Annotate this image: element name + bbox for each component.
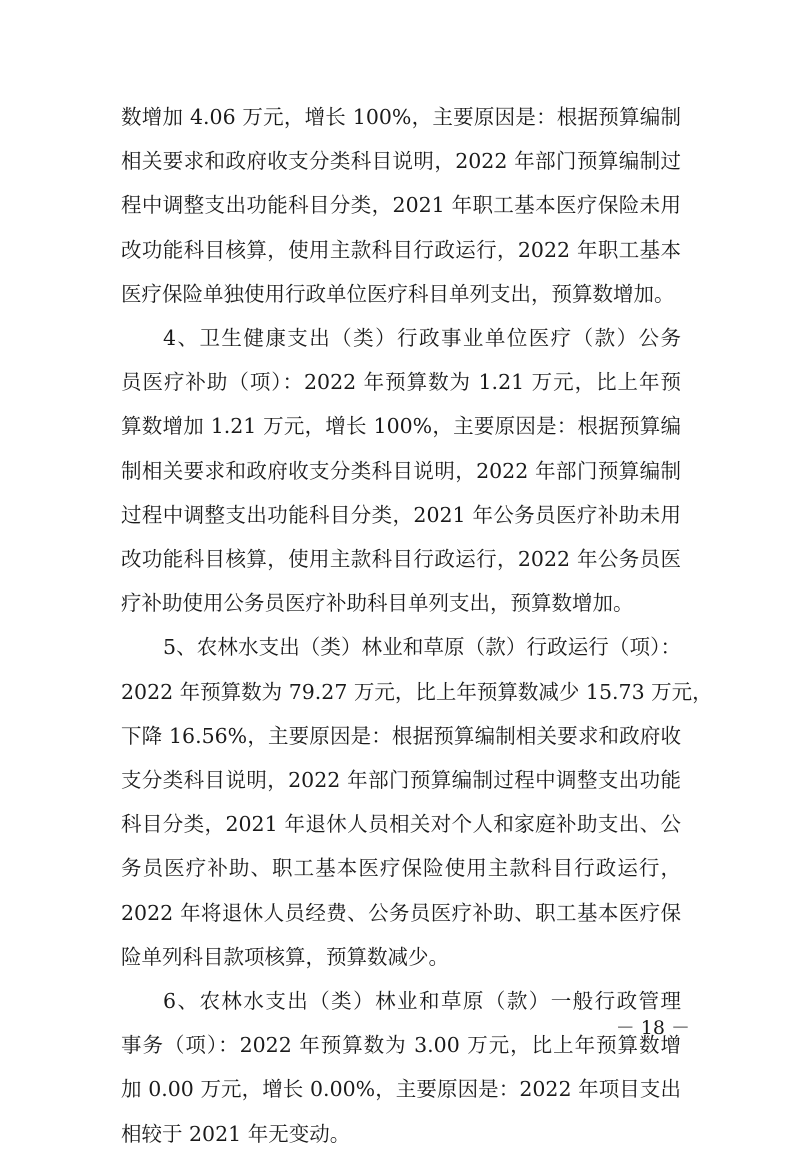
text-line: 程中调整支出功能科目分类，2021 年职工基本医疗保险未用 <box>121 193 681 218</box>
text-line: 下降 16.56%，主要原因是：根据预算编制相关要求和政府收 <box>121 723 681 748</box>
text-line: 疗补助使用公务员医疗补助科目单列支出，预算数增加。 <box>121 591 634 616</box>
page-number: － 18 － <box>615 1017 690 1039</box>
text-line: 科目分类，2021 年退休人员相关对个人和家庭补助支出、公 <box>121 812 681 837</box>
text-line: 相关要求和政府收支分类科目说明，2022 年部门预算编制过 <box>121 149 681 174</box>
text-line: 加 0.00 万元，增长 0.00%，主要原因是：2022 年项目支出 <box>121 1077 681 1102</box>
text-line: 改功能科目核算，使用主款科目行政运行，2022 年职工基本 <box>121 237 681 262</box>
text-line: 算数增加 1.21 万元，增长 100%，主要原因是：根据预算编 <box>121 414 681 439</box>
text-line: 2022 年预算数为 79.27 万元，比上年预算数减少 15.73 万元， <box>121 679 713 704</box>
text-line: 过程中调整支出功能科目分类，2021 年公务员医疗补助未用 <box>121 502 681 527</box>
text-line: 制相关要求和政府收支分类科目说明，2022 年部门预算编制 <box>121 458 681 483</box>
text-line: 相较于 2021 年无变动。 <box>121 1121 351 1146</box>
text-line: 5、农林水支出（类）林业和草原（款）行政运行（项）： <box>163 635 681 660</box>
text-line: 务员医疗补助、职工基本医疗保险使用主款科目行政运行， <box>121 856 681 881</box>
text-line: 员医疗补助（项）：2022 年预算数为 1.21 万元，比上年预 <box>121 370 681 395</box>
text-line: 6、农林水支出（类）林业和草原（款）一般行政管理 <box>163 989 681 1013</box>
text-line: 支分类科目说明，2022 年部门预算编制过程中调整支出功能 <box>121 768 681 792</box>
text-line: 改功能科目核算，使用主款科目行政运行，2022 年公务员医 <box>121 547 681 571</box>
text-line: 事务（项）：2022 年预算数为 3.00 万元，比上年预算数增 <box>121 1033 681 1058</box>
text-line: 医疗保险单独使用行政单位医疗科目单列支出，预算数增加。 <box>121 281 675 306</box>
text-line: 2022 年将退休人员经费、公务员医疗补助、职工基本医疗保 <box>121 900 681 925</box>
text-line: 数增加 4.06 万元，增长 100%，主要原因是：根据预算编制 <box>121 105 681 129</box>
text-line: 4、卫生健康支出（类）行政事业单位医疗（款）公务 <box>163 326 681 350</box>
text-line: 险单列科目款项核算，预算数减少。 <box>121 944 449 969</box>
